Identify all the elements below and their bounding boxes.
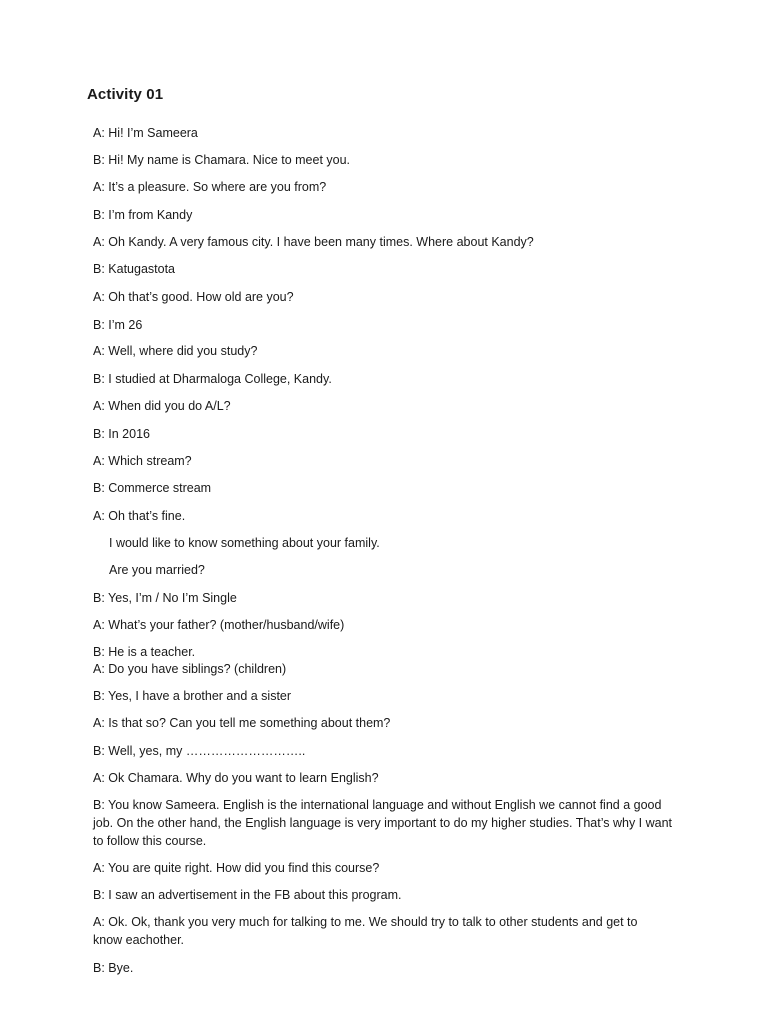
dialogue-line: Are you married? — [109, 563, 205, 577]
dialogue-line: B: I saw an advertisement in the FB about this program. — [93, 888, 402, 902]
dialogue-line: B: Yes, I’m / No I’m Single — [93, 591, 237, 605]
dialogue-line: B: I studied at Dharmaloga College, Kandy. — [93, 372, 332, 386]
dialogue-line: A: Well, where did you study? — [93, 344, 258, 358]
dialogue-line: A: Is that so? Can you tell me something about them? — [93, 716, 391, 730]
dialogue-line: A: Oh that’s good. How old are you? — [93, 290, 294, 304]
dialogue-paragraph: B: You know Sameera. English is the international language and without English we cannot find a good job. On the other hand, the English language is very important to do my higher studies. That’s why I want to follow this course. — [93, 798, 673, 848]
dialogue-line: A: Hi! I’m Sameera — [93, 126, 198, 140]
dialogue-line: A: When did you do A/L? — [93, 399, 231, 413]
dialogue-line: A: Ok Chamara. Why do you want to learn English? — [93, 771, 379, 785]
dialogue-line: A: Oh that’s fine. — [93, 509, 186, 523]
dialogue-line: A: Do you have siblings? (children) — [93, 662, 287, 676]
activity-title: Activity 01 — [87, 86, 164, 103]
dialogue-line: B: Bye. — [93, 961, 134, 975]
dialogue-line: I would like to know something about your family. — [109, 536, 380, 550]
dialogue-paragraph: A: Ok. Ok, thank you very much for talking to me. We should try to talk to other students and get to know eachother. — [93, 915, 638, 947]
dialogue-line: B: Hi! My name is Chamara. Nice to meet you. — [93, 153, 351, 167]
dialogue-line: A: What’s your father? (mother/husband/wife) — [93, 618, 345, 632]
dialogue-line: B: Commerce stream — [93, 481, 212, 495]
dialogue-line: B: Yes, I have a brother and a sister — [93, 689, 292, 703]
dialogue-line: A: Which stream? — [93, 454, 192, 468]
dialogue-line: A: You are quite right. How did you find this course? — [93, 861, 380, 875]
dialogue-line: B: He is a teacher. — [93, 645, 196, 659]
dialogue-line: A: Oh Kandy. A very famous city. I have been many times. Where about Kandy? — [93, 235, 534, 249]
dialogue-line: B: In 2016 — [93, 427, 150, 441]
dialogue-line: B: I’m 26 — [93, 318, 143, 332]
dialogue-line: B: Well, yes, my ……………………….. — [93, 744, 306, 758]
dialogue-line: B: Katugastota — [93, 262, 176, 276]
dialogue-line: A: It’s a pleasure. So where are you from? — [93, 180, 327, 194]
dialogue-line: B: I’m from Kandy — [93, 208, 193, 222]
